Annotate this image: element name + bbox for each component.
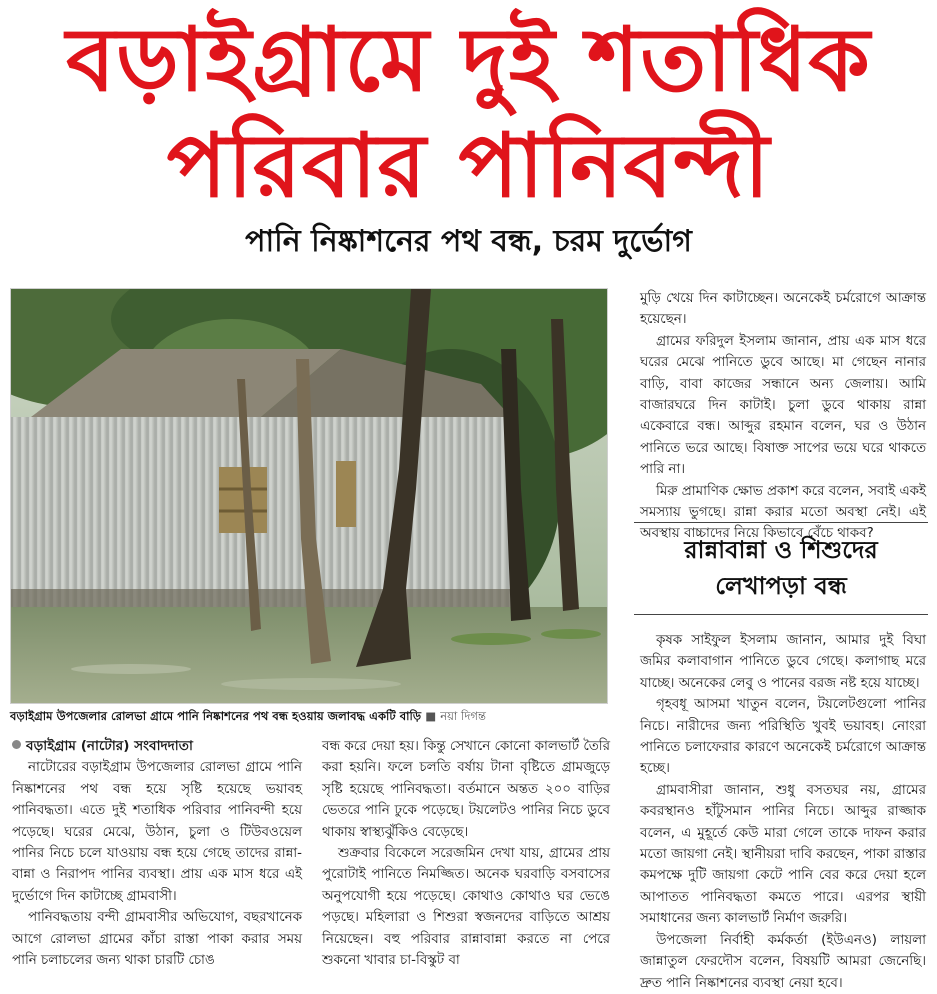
paragraph: নাটোরের বড়াইগ্রাম উপজেলার রোলভা গ্রামে পানি নিষ্কাশনের পথ বন্ধ হয়ে সৃষ্টি হয়েছে ভয়াবহ পানিবদ্ধতা। এতে দুই শতাধিক পরিবার পানিবন্দী হয়ে পড়েছে। ঘরের মেঝে, উঠান, চুলা ও টিউবওয়েল পানির নিচে চলে যাওয়ায় বন্ধ হয়ে গেছে তাদের রান্না-বান্না ও নিরাপদ পানির ব্যবস্থা। প্রায় এক মাস ধরে এই দুর্ভোগে দিন কাটাচ্ছে গ্রামবাসী। <box>12 760 302 904</box>
article-column-2 <box>322 736 610 971</box>
paragraph: পানিবদ্ধতায় বন্দী গ্রামবাসীর অভিযোগ, বছরখানেক আগে রোলভা গ্রামের কাঁচা রাস্তা পাকা করার সময় পানি চলাচলের জন্য থাকা চারটি চোঙ <box>12 910 302 969</box>
article-column-1 <box>12 736 302 971</box>
byline-text: বড়াইগ্রাম (নাটোর) সংবাদদাতা <box>26 738 193 754</box>
photo-credit: নয়া দিগন্ত <box>440 709 486 723</box>
article-column-3-top <box>640 288 926 545</box>
headline-line-2: পরিবার পানিবন্দী <box>166 114 771 217</box>
paragraph: গ্রামের ফরিদুল ইসলাম জানান, প্রায় এক মাস ধরে ঘরের মেঝে পানিতে ডুবে আছে। মা গেছেন নানার বাড়ি, বাবা কাজের সন্ধানে অন্য জেলায়। আমি বাজারঘরে দিন কাটাই। চুলা ডুবে থাকায় রান্না একেবারে বন্ধ। আব্দুর রহমান বলেন, ঘর ও উঠান পানিতে ভরে আছে। বিষাক্ত সাপের ভয়ে ঘরে থাকতে পারি না। <box>640 333 926 478</box>
paragraph: কৃষক সাইফুল ইসলাম জানান, আমার দুই বিঘা জমির কলাবাগান পানিতে ডুবে গেছে। কলাগাছ মরে যাচ্ছে। অনেকের লেবু ও পানের বরজ নষ্ট হয়ে যাচ্ছে। <box>640 633 926 691</box>
news-photo <box>10 288 608 704</box>
paragraph: গৃহবধূ আসমা খাতুন বলেন, টয়লেটগুলো পানির নিচে। নারীদের জন্য পরিস্থিতি খুবই ভয়াবহ। নোংরা পানিতে চলাফেরার কারণে অনেকেই চর্মরোগে আক্রান্ত হচ্ছে। <box>640 697 926 777</box>
paragraph: শুক্রবার বিকেলে সরেজমিন দেখা যায়, গ্রামের প্রায় পুরোটাই পানিতে নিমজ্জিত। অনেক ঘরবাড়ি বসবাসের অনুপযোগী হয়ে পড়েছে। কোথাও কোথাও ঘর ভেঙে পড়ছে। মহিলারা ও শিশুরা স্বজনদের বাড়িতে আশ্রয় নিয়েছেন। বহু পরিবার রান্নাবান্না করতে না পেরে শুকনো খাবার চা-বিস্কুট বা <box>322 846 610 969</box>
section-rule-bottom <box>634 614 928 615</box>
subheadline: পানি নিষ্কাশনের পথ বন্ধ, চরম দুর্ভোগ <box>245 224 692 259</box>
photo-caption <box>10 707 610 725</box>
paragraph: গ্রামবাসীরা জানান, শুধু বসতঘর নয়, গ্রামের কবরস্থানও হাঁটুসমান পানির নিচে। আব্দুর রাজ্জাক বলেন, এ মুহূর্তে কেউ মারা গেলে তাকে দাফন করার মতো জায়গা নেই। স্থানীয়রা দাবি করছেন, পাকা রাস্তার কমপক্ষে দুটি জায়গা কেটে পানি বের করে দেয়া হলে আপাতত পানিবদ্ধতা কমতে পারে। এরপর স্থায়ী সমাধানের জন্য কালভার্ট নির্মাণ জরুরি। <box>640 782 926 927</box>
byline <box>12 736 302 757</box>
paragraph: মিরু প্রামাণিক ক্ষোভ প্রকাশ করে বলেন, সবাই একই সমস্যায় ভুগছে। রান্না করার মতো অবস্থা নেই। এই অবস্থায় বাচ্চাদের নিয়ে কিভাবে বেঁচে থাকব? <box>640 483 926 542</box>
paragraph: মুড়ি খেয়ে দিন কাটাচ্ছেন। অনেকেই চর্মরোগে আক্রান্ত হয়েছেন। <box>640 291 926 328</box>
paragraph: উপজেলা নির্বাহী কর্মকর্তা (ইউএনও) লায়লা জান্নাতুল ফেরদৌস বলেন, বিষয়টি আমরা জেনেছি। দ্রুত পানি নিষ্কাশনের ব্যবস্থা নেয়া হবে। <box>640 932 926 991</box>
section-subhead-line-1: রান্নাবান্না ও শিশুদের <box>684 536 878 564</box>
bullet-icon <box>12 740 21 749</box>
caption-text: বড়াইগ্রাম উপজেলার রোলভা গ্রামে পানি নিষ্কাশনের পথ বন্ধ হওয়ায় জলাবদ্ধ একটি বাড়ি <box>10 709 422 723</box>
square-icon: ■ <box>425 709 437 723</box>
section-subhead-line-2: লেখাপড়া বন্ধ <box>715 572 847 600</box>
article-column-3-bottom <box>640 630 926 994</box>
headline-line-1: বড়াইগ্রামে দুই শতাধিক <box>66 8 871 111</box>
section-subhead <box>634 532 928 604</box>
paragraph: বন্ধ করে দেয়া হয়। কিন্তু সেখানে কোনো কালভার্ট তৈরি করা হয়নি। ফলে চলতি বর্ষায় টানা বৃষ্টিতে গ্রামজুড়ে সৃষ্টি হয়েছে পানিবদ্ধতা। বর্তমানে অন্তত ২০০ বাড়ির ভেতরে পানি ঢুকে পড়েছে। টয়লেটও পানির নিচে ডুবে থাকায় স্বাস্থ্যঝুঁকিও বেড়েছে। <box>322 739 610 840</box>
section-rule-top <box>634 522 928 523</box>
